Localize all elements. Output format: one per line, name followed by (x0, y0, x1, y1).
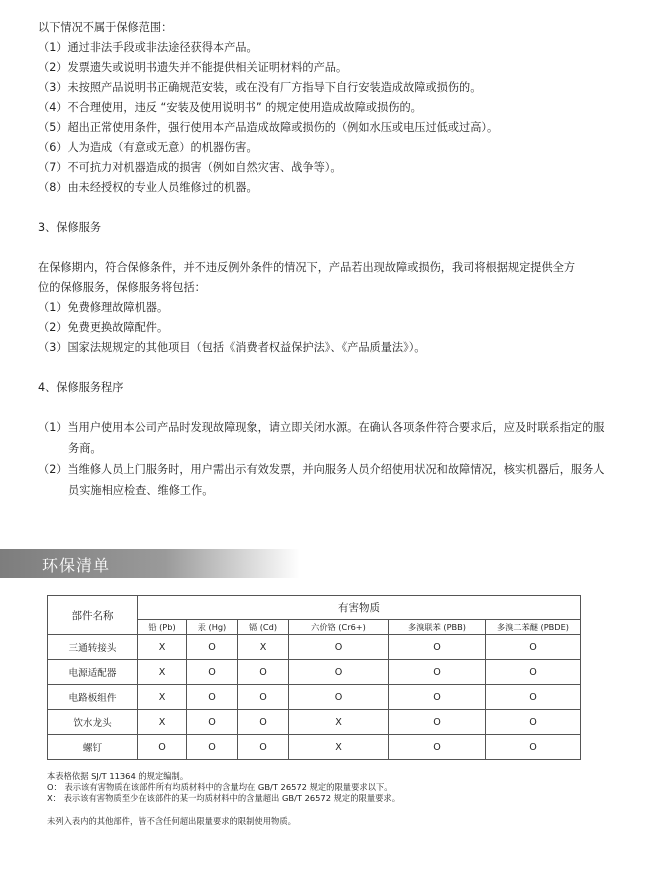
exclusion-item: （4）不合理使用，违反 “安装及使用说明书” 的规定使用造成故障或损伤的。 (38, 101, 422, 114)
table-row (48, 660, 581, 685)
table-cell: O (238, 710, 289, 735)
table-cell: O (238, 685, 289, 710)
service-item: （1）免费修理故障机器。 (38, 301, 169, 314)
table-cell: O (238, 735, 289, 760)
table-cell: O (187, 710, 238, 735)
procedure-heading: 4、保修服务程序 (38, 381, 124, 394)
part-name-cell: 三通转接头 (48, 635, 138, 660)
substance-header: 镉 (Cd) (238, 620, 289, 635)
table-footnote: 未列入表内的其他部件，皆不含任何超出限量要求的限制使用物质。 (47, 816, 296, 826)
service-paragraph-line: 位的保修服务，保修服务将包括： (38, 281, 206, 294)
table-cell: O (389, 735, 486, 760)
table-cell: O (187, 635, 238, 660)
substance-header: 多溴二苯醚 (PBDE) (486, 620, 581, 635)
table-cell: O (187, 685, 238, 710)
table-cell: X (138, 660, 187, 685)
table-cell: X (289, 735, 389, 760)
part-name-header: 部件名称 (48, 596, 138, 635)
table-cell: X (138, 685, 187, 710)
table-cell: O (289, 685, 389, 710)
substance-header: 六价铬 (Cr6+) (289, 620, 389, 635)
substance-header: 汞 (Hg) (187, 620, 238, 635)
table-cell: O (187, 660, 238, 685)
table-note: O： 表示该有害物质在该部件所有均质材料中的含量均在 GB/T 26572 规定的限量要求以下。 (47, 782, 393, 792)
table-row (48, 710, 581, 735)
table-cell: O (486, 735, 581, 760)
service-paragraph-line: 在保修期内，符合保修条件，并不违反例外条件的情况下，产品若出现故障或损伤，我司将根据规定提供全方 (38, 261, 576, 274)
hazardous-substances-table (47, 595, 581, 760)
table-row (48, 735, 581, 760)
exclusion-item: （3）未按照产品说明书正确规范安装，或在没有厂方指导下自行安装造成故障或损伤的。 (38, 81, 482, 94)
table-cell: O (486, 635, 581, 660)
part-name-cell: 电路板组件 (48, 685, 138, 710)
section-title: 环保清单 (42, 556, 111, 575)
substance-header: 铅 (Pb) (138, 620, 187, 635)
substance-header: 多溴联苯 (PBB) (389, 620, 486, 635)
exclusion-item: （7）不可抗力对机器造成的损害（例如自然灾害、战争等）。 (38, 161, 342, 174)
hazardous-substance-header: 有害物质 (138, 596, 581, 620)
table-cell: X (138, 710, 187, 735)
procedure-item: （2）当维修人员上门服务时，用户需出示有效发票，并向服务人员介绍使用状况和故障情况，核实机器后，服务人员实施相应检查、维修工作。 (38, 463, 605, 497)
exclusion-item: （2）发票遗失或说明书遗失并不能提供相关证明材料的产品。 (38, 61, 348, 74)
table-row (48, 685, 581, 710)
service-item: （2）免费更换故障配件。 (38, 321, 169, 334)
table-cell: O (289, 635, 389, 660)
table-cell: O (389, 685, 486, 710)
table-cell: O (389, 635, 486, 660)
part-name-cell: 螺钉 (48, 735, 138, 760)
table-note: X： 表示该有害物质至少在该部件的某一均质材料中的含量超出 GB/T 26572 规定的限量要求。 (47, 793, 401, 803)
table-cell: O (486, 660, 581, 685)
table-cell: O (486, 710, 581, 735)
exclusion-item: （6）人为造成（有意或无意）的机器伤害。 (38, 141, 258, 154)
service-heading: 3、保修服务 (38, 221, 102, 234)
exclusions-intro: 以下情况不属于保修范围： (38, 21, 173, 34)
table-cell: O (389, 660, 486, 685)
table-cell: O (238, 660, 289, 685)
table-cell: X (138, 635, 187, 660)
part-name-cell: 电源适配器 (48, 660, 138, 685)
table-cell: X (289, 710, 389, 735)
exclusion-item: （1）通过非法手段或非法途径获得本产品。 (38, 41, 258, 54)
procedure-item: （1）当用户使用本公司产品时发现故障现象，请立即关闭水源。在确认各项条件符合要求后，应及时联系指定的服务商。 (38, 421, 605, 455)
table-cell: O (289, 660, 389, 685)
table-cell: O (389, 710, 486, 735)
table-note: 本表格依据 SJ/T 11364 的规定编制。 (47, 771, 189, 781)
table-row (48, 635, 581, 660)
part-name-cell: 饮水龙头 (48, 710, 138, 735)
table-cell: O (138, 735, 187, 760)
service-item: （3）国家法规规定的其他项目（包括《消费者权益保护法》、《产品质量法》）。 (38, 341, 426, 354)
table-cell: O (486, 685, 581, 710)
table-cell: O (187, 735, 238, 760)
exclusion-item: （8）由未经授权的专业人员维修过的机器。 (38, 181, 258, 194)
table-cell: X (238, 635, 289, 660)
section-banner (0, 549, 300, 578)
exclusion-item: （5）超出正常使用条件，强行使用本产品造成故障或损伤的（例如水压或电压过低或过高）。 (38, 121, 499, 134)
